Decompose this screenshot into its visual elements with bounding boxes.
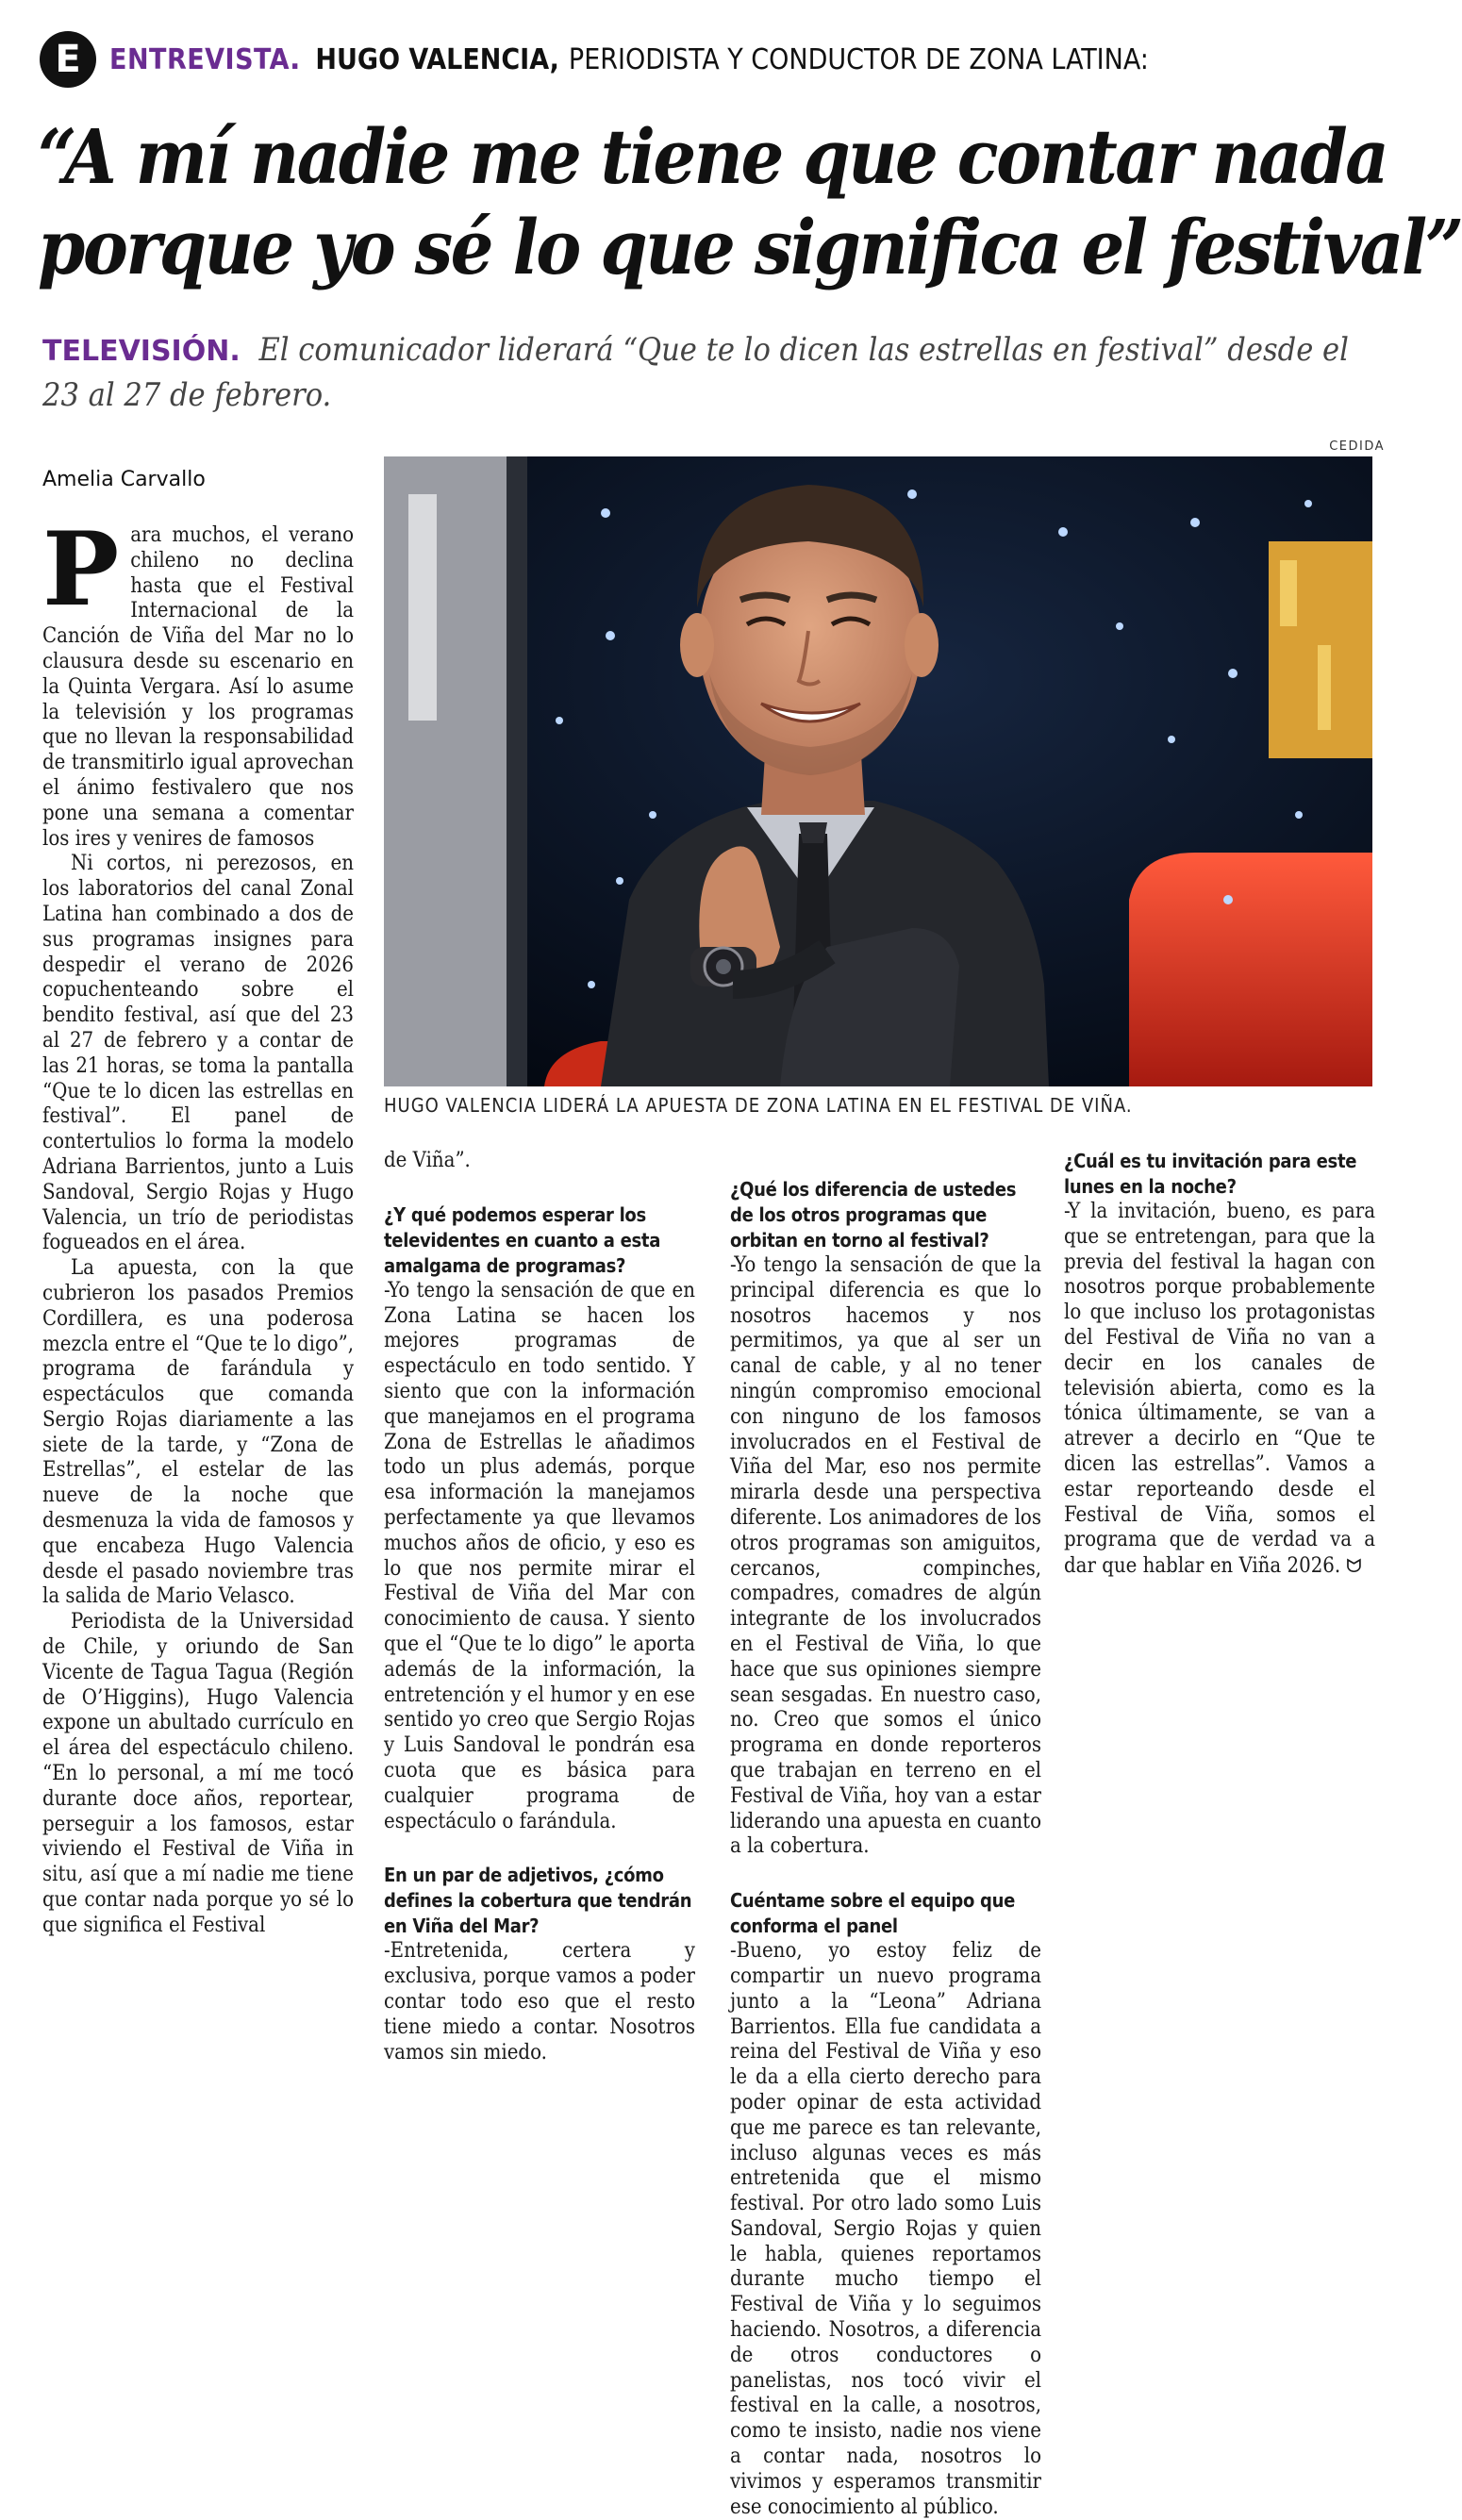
byline: Amelia Carvallo <box>42 468 206 491</box>
section-badge: E <box>40 31 96 88</box>
question: ¿Qué los diferencia de ustedes de los otros programas que orbitan en torno al festival? <box>730 1178 1017 1252</box>
paragraph: La apuesta, con la que cubrieron los pasados Premios Cordillera, es una poderosa mezcla entre el “Que te lo digo”, programa de farándula y espectáculos que comanda Sergio Rojas diariamente a las siete de la tarde, y “Zona de Estrellas”, el estelar de las nueve de la noche que desmenuza la vida de famosos y que encabeza Hugo Valencia desde el pasado noviembre tras la salida de Mario Velasco. <box>42 1256 354 1609</box>
portrait-photo <box>384 456 1372 1086</box>
subhead-text: El comunicador liderará “Que te lo dicen las estrellas en festival” desde el 23 al 27 de febrero. <box>42 331 1349 414</box>
answer: -Bueno, yo estoy feliz de compartir un nuevo programa junto a la “Leona” Adriana Barrientos. Ella fue candidata a reina del Festival de Viña y eso le da a ella cierto derecho para poder opinar de esta actividad que me parece es tan relevante, incluso algunas veces es más entretenida que el mismo festival. Por otro lado somo Luis Sandoval, Sergio Rojas y quien le habla, quienes reportamos durante mucho tiempo el Festival de Viña y lo seguimos haciendo. Nosotros, a diferencia de otros conductores o panelistas, nos tocó vivir el festival en la calle, a nosotros, como te insisto, nadie nos viene a contar nada, nosotros lo vivimos y esperamos transmitir ese conocimiento al público. <box>730 1939 1041 2519</box>
drop-cap: P <box>42 510 120 629</box>
kicker-role: PERIODISTA Y CONDUCTOR DE ZONA LATINA: <box>568 42 1149 76</box>
lead-paragraph: Para muchos, el verano chileno no declina hasta que el Festival Internacional de la Canción de Viña del Mar no lo clausura desde su escenario en la Quinta Vergara. Así lo asume la televisión y los programas que no llevan la responsabilidad de transmitirlo igual aprovechan el ánimo festivalero que nos pone una semana a comentar los ires y venires de famosos <box>42 510 354 851</box>
photo-credit: CEDIDA <box>1329 439 1385 454</box>
end-mark-icon: ᗢ <box>1346 1554 1362 1578</box>
question: Cuéntame sobre el equipo que conforma el panel <box>730 1889 1015 1938</box>
text-column-2 <box>384 1149 695 2065</box>
kicker-dot: . <box>290 42 301 76</box>
answer: -Yo tengo la sensación de que la principal diferencia es que lo nosotros hacemos y nos permitimos, ya que al ser un canal de cable, y al no tener ningún compromiso emocional con ninguno de los famosos involucrados en el Festival de Viña del Mar, eso nos permite mirarla desde una perspectiva diferente. Los animadores de los otros programas son amiguitos, cercanos, compinches, compadres, comadres de algún integrante de los involucrados en el Festival de Viña, lo que hace que sus opiniones siempre sean sesgadas. En nuestro caso, no. Creo que somos el único programa en donde reporteros que trabajan en terreno en el Festival de Viña, hoy van a estar liderando una apuesta en cuanto a la cobertura. <box>730 1253 1041 1859</box>
photo-caption: HUGO VALENCIA LIDERÁ LA APUESTA DE ZONA LATINA EN EL FESTIVAL DE VIÑA. <box>384 1094 1133 1117</box>
headline <box>38 111 1462 292</box>
subhead-section: TELEVISIÓN <box>42 335 230 368</box>
headline-line-1: “A mí nadie me tiene que contar nada <box>38 112 1387 201</box>
kicker-name: HUGO VALENCIA, <box>315 42 559 76</box>
portrait-illustration <box>384 456 1372 1086</box>
headline-line-2: porque yo sé lo que significa el festival” <box>38 203 1462 291</box>
text-column-4 <box>1064 1149 1375 1580</box>
paragraph: Periodista de la Universidad de Chile, y oriundo de San Vicente de Tagua Tagua (Región de O’Higgins), Hugo Valencia expone un abultado currículo en el área del espectáculo chileno. “En lo personal, a mí me tocó durante doce años, reportear, perseguir a los famosos, estar viviendo el Festival de Viña in situ, así que a mí nadie me tiene que contar nada porque yo sé lo que significa el Festival <box>42 1610 354 1937</box>
paragraph: Ni cortos, ni perezosos, en los laboratorios del canal Zonal Latina han combinado a dos de sus programas insignes para despedir el verano de 2026 copuchenteando sobre el bendito festival, así que del 23 al 27 de febrero y a contar de las 21 horas, se toma la pantalla “Que te lo dicen las estrellas en festival”. El panel de contertulios lo forma la modelo Adriana Barrientos, junto a Luis Sandoval, Sergio Rojas y Hugo Valencia, un trío de periodistas fogueados en el área. <box>42 852 354 1255</box>
answer: -Y la invitación, bueno, es para que se entretengan, para que la previa del festival la hagan con nosotros porque probablemente lo que incluso los protagonistas del Festival de Viña no van a decir en los canales de televisión abierta, como es la tónica últimamente, se van a atrever a decirlo en “Que te dicen las estrellas”. Vamos a estar reporteando desde el Festival de Viña, somos el programa que de verdad va a dar que hablar en Viña 2026. ᗢ <box>1064 1200 1375 1579</box>
text-column-1 <box>42 510 354 1939</box>
question: ¿Y qué podemos esperar los televidentes en cuanto a esta amalgama de programas? <box>384 1202 661 1277</box>
question: En un par de adjetivos, ¿cómo defines la cobertura que tendrán en Viña del Mar? <box>384 1864 692 1938</box>
answer: -Yo tengo la sensación de que en Zona Latina se hacen los mejores programas de espectáculo en todo sentido. Y siento que con la información que manejamos en el programa Zona de Estrellas le añadimos todo un plus además, porque esa información la manejamos perfectamente ya que llevamos muchos años de oficio, y eso es lo que nos permite mirar el Festival de Viña del Mar con conocimiento de causa. Y siento que el “Que te lo digo” le aporta además de la información, la entretención y el humor y en ese sentido yo creo que Sergio Rojas y Luis Sandoval le pondrán esa cuota que es básica para cualquier programa de espectáculo o farándula. <box>384 1278 695 1833</box>
question: ¿Cuál es tu invitación para este lunes en la noche? <box>1064 1150 1357 1198</box>
subheadline <box>42 328 1382 417</box>
subhead-dot: . <box>229 335 241 368</box>
paragraph-continued: de Viña”. <box>384 1149 471 1172</box>
text-column-3 <box>730 1177 1041 2520</box>
answer: -Entretenida, certera y exclusiva, porque vamos a poder contar todo eso que el resto tiene miedo a contar. Nosotros vamos sin miedo. <box>384 1939 695 2064</box>
section-kicker <box>40 30 1149 89</box>
kicker-section: ENTREVISTA <box>109 42 291 76</box>
